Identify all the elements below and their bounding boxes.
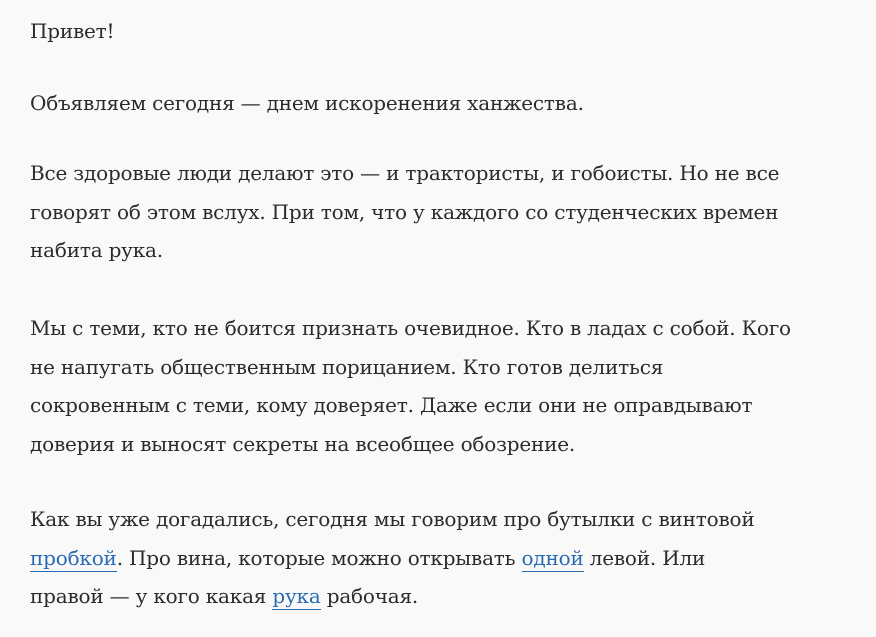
paragraph-line bbox=[30, 539, 755, 578]
paragraph-line: Мы с теми, кто не боится признать очевидное. Кто в ладах с собой. Кого bbox=[30, 316, 791, 340]
honesty-paragraph bbox=[30, 309, 791, 463]
paragraph-line bbox=[30, 577, 755, 616]
paragraph-line: не напугать общественным порицанием. Кто готов делиться bbox=[30, 354, 664, 379]
paragraph-line: говорят об этом вслух. При том, что у каждого со студенческих времен bbox=[30, 199, 779, 224]
link-probkoy[interactable]: пробкой bbox=[30, 545, 117, 570]
paragraph-line: Все здоровые люди делают это — и трактористы, и гобоисты. Но не все bbox=[30, 161, 780, 185]
announcement-text: Объявляем сегодня — днем искоренения ханжества. bbox=[30, 91, 584, 115]
inline-text: правой — у кого какая bbox=[30, 584, 273, 608]
inline-text: . Про вина, которые можно открывать bbox=[116, 545, 522, 570]
greeting-paragraph bbox=[30, 12, 114, 51]
paragraph-line: сокровенным с теми, кому доверяет. Даже если они не оправдывают bbox=[30, 393, 753, 417]
announcement-paragraph bbox=[30, 84, 584, 123]
paragraph-line: набита рука. bbox=[30, 238, 163, 262]
link-odnoy[interactable]: одной bbox=[521, 545, 584, 570]
greeting-text: Привет! bbox=[30, 19, 115, 43]
paragraph-line: Как вы уже догадались, сегодня мы говорим про бутылки с винтовой bbox=[30, 507, 755, 531]
inline-text: рабочая. bbox=[320, 584, 419, 608]
inline-text: левой. Или bbox=[583, 545, 706, 570]
healthy-people-paragraph bbox=[30, 154, 779, 270]
link-ruka[interactable]: рука bbox=[272, 584, 321, 608]
screwcap-paragraph bbox=[30, 500, 755, 616]
paragraph-line: доверия и выносят секреты на всеобщее обозрение. bbox=[30, 431, 576, 456]
